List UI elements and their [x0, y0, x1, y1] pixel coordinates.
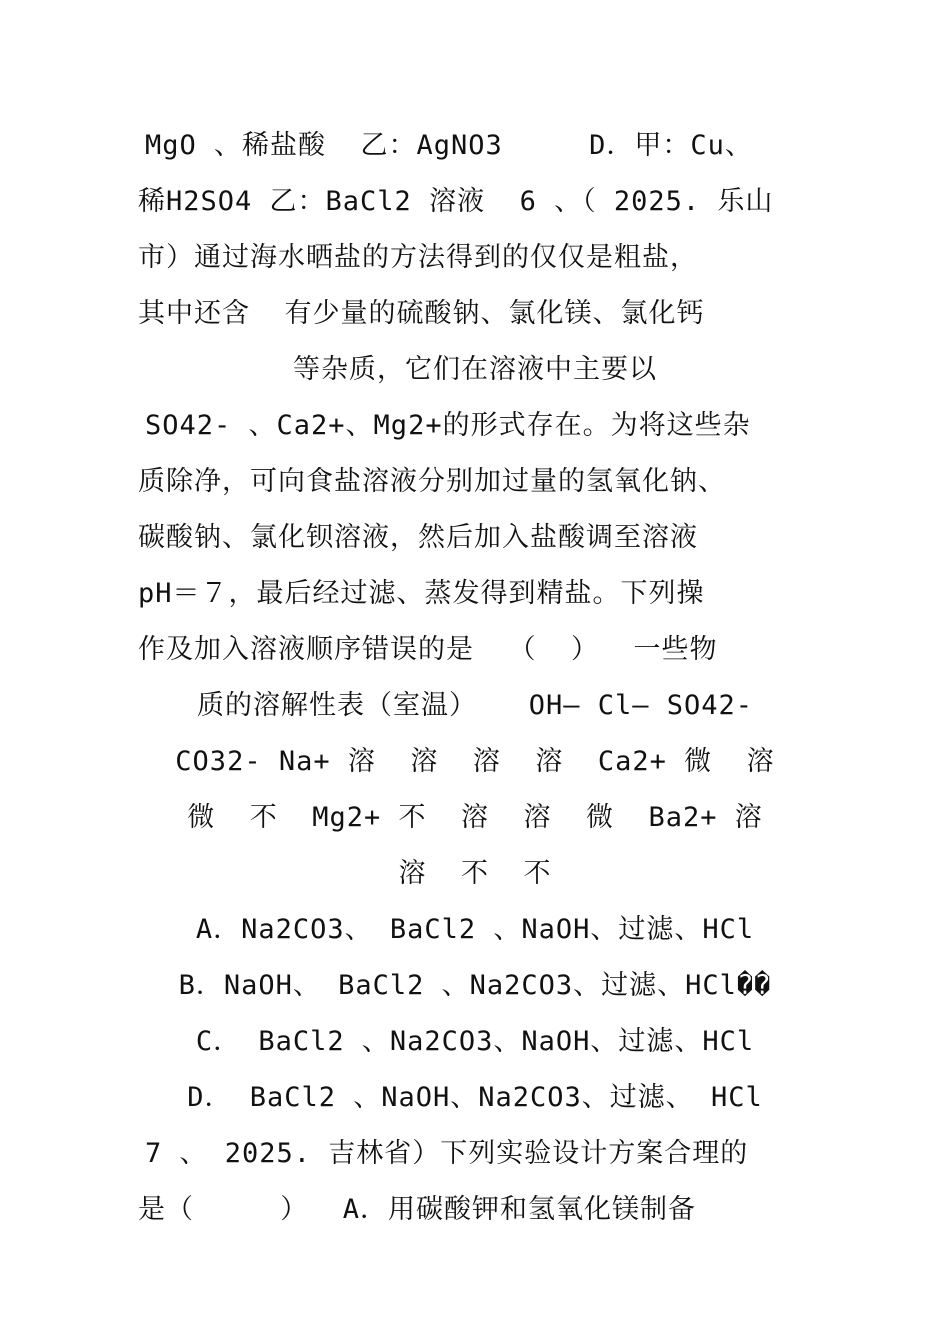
text-line-2: 稀H2SO4 乙：BaCl2 溶液 6 、（ 2025. 乐山 [138, 186, 774, 217]
text-line-10: 作及加入溶液顺序错误的是 （ ） 一些物 [138, 634, 718, 665]
text-line-7: 质除净，可向食盐溶液分别加过量的氢氧化钠、 [138, 466, 726, 497]
text-line-1: MgO 、稀盐酸 乙：AgNO3 D．甲：Cu、 [145, 130, 753, 161]
text-line-8: 碳酸钠、氯化钡溶液，然后加入盐酸调至溶液 [138, 522, 698, 553]
text-line-4: 其中还含 有少量的硫酸钠、氯化镁、氯化钙 [138, 298, 705, 329]
text-line-12: CO32- Na+ 溶 溶 溶 溶 Ca2+ 微 溶 [175, 746, 775, 777]
text-line-20: 是（ ） A．用碳酸钾和氢氧化镁制备 [138, 1194, 697, 1225]
text-line-3: 市）通过海水晒盐的方法得到的仅仅是粗盐， [138, 242, 698, 273]
text-line-9: pH＝７，最后经过滤、蒸发得到精盐。下列操 [138, 578, 705, 609]
text-line-19: 7 、 2025. 吉林省）下列实验设计方案合理的 [145, 1138, 749, 1169]
text-line-15: A．Na2CO3、 BaCl2 、NaOH、过滤、HCl [195, 914, 755, 945]
text-line-14: 溶 不 不 [398, 858, 552, 889]
text-line-13: 微 不 Mg2+ 不 溶 溶 微 Ba2+ 溶 [187, 802, 763, 833]
text-line-16: B．NaOH、 BaCl2 、Na2CO3、过滤、HCl�� [178, 970, 772, 1001]
text-line-17: C． BaCl2 、Na2CO3、NaOH、过滤、HCl [195, 1026, 755, 1057]
text-line-6: SO42- 、Ca2+、Mg2+的形式存在。为将这些杂 [145, 410, 751, 441]
text-line-18: D． BaCl2 、NaOH、Na2CO3、过滤、 HCl [187, 1082, 763, 1113]
text-line-5: 等杂质，它们在溶液中主要以 [293, 354, 657, 385]
text-line-11: 质的溶解性表（室温） OH— Cl— SO42- [196, 690, 754, 721]
